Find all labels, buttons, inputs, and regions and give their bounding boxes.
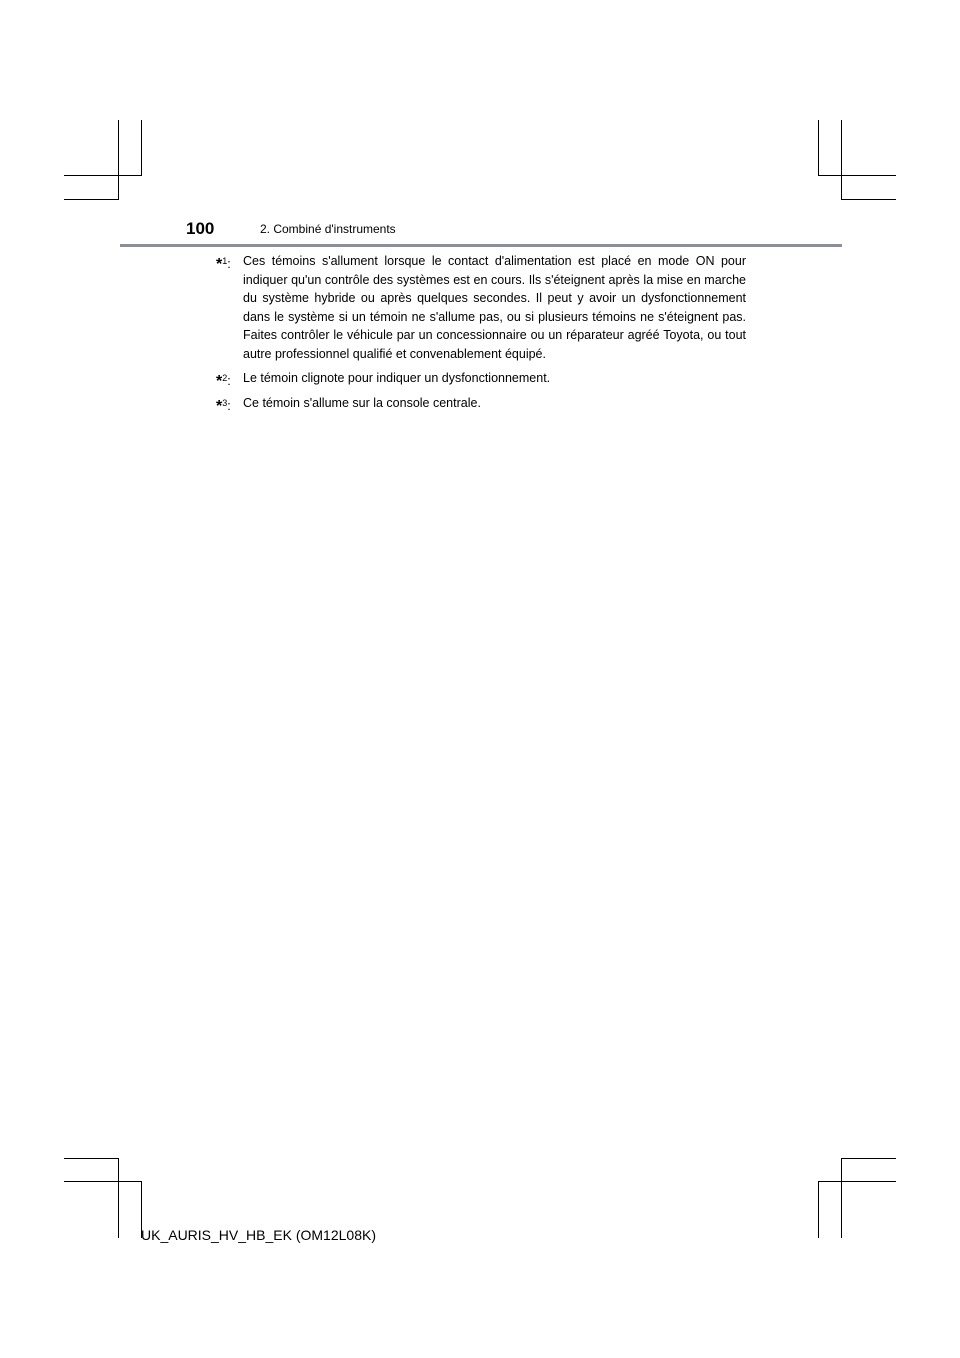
asterisk-icon: *	[216, 373, 223, 390]
crop-mark	[818, 120, 819, 175]
crop-mark	[118, 1158, 119, 1238]
footnote-text: Ces témoins s'allument lorsque le contact d'alimentation est placé en mode ON pour indiquer qu'un contrôle des systèmes est en cours. Ils s'éteignent après la mise en marche du système hybride ou après quelques secondes. Il peut y avoir un dysfonctionnement dans le système si un témoin ne s'allume pas, ou si plusieurs témoins ne s'éteignent pas. Faites contrôler le véhicule par un concessionnaire ou un réparateur agréé Toyota, ou tout autre professionnel qualifié et convenablement équipé.	[243, 254, 746, 361]
crop-mark	[841, 1158, 896, 1159]
crop-mark	[141, 120, 142, 175]
section-title: 2. Combiné d'instruments	[260, 222, 396, 236]
footnote-number: 1	[222, 256, 228, 266]
footnote-number: 3	[222, 397, 228, 408]
footnote-1	[216, 252, 746, 363]
footnote-separator: :	[227, 374, 231, 388]
crop-mark	[64, 175, 142, 176]
crop-mark	[64, 1158, 119, 1159]
footnote-text: Le témoin clignote pour indiquer un dysfonctionnement.	[243, 371, 551, 385]
footnote-3	[216, 394, 746, 413]
crop-mark	[118, 120, 119, 200]
crop-mark	[64, 199, 119, 200]
crop-mark	[841, 199, 896, 200]
crop-mark	[64, 1181, 142, 1182]
document-code: UK_AURIS_HV_HB_EK (OM12L08K)	[141, 1227, 376, 1243]
footnote-number: 2	[222, 373, 228, 383]
footnote-list	[216, 252, 746, 418]
footnote-2	[216, 369, 746, 388]
crop-mark	[818, 1181, 819, 1238]
footnote-separator: :	[227, 257, 231, 271]
crop-mark	[841, 120, 842, 200]
footnote-marker	[216, 252, 244, 274]
footnote-marker	[216, 369, 244, 391]
asterisk-icon: *	[216, 256, 223, 273]
page-number: 100	[186, 219, 215, 238]
crop-mark	[818, 1181, 896, 1182]
footnote-text: Ce témoin s'allume sur la console centrale.	[243, 395, 481, 410]
header-divider	[120, 244, 842, 247]
crop-mark	[841, 1158, 842, 1238]
crop-mark	[818, 175, 896, 176]
asterisk-icon: *	[216, 397, 223, 415]
footnote-separator: :	[227, 398, 231, 413]
footnote-marker	[216, 394, 244, 416]
